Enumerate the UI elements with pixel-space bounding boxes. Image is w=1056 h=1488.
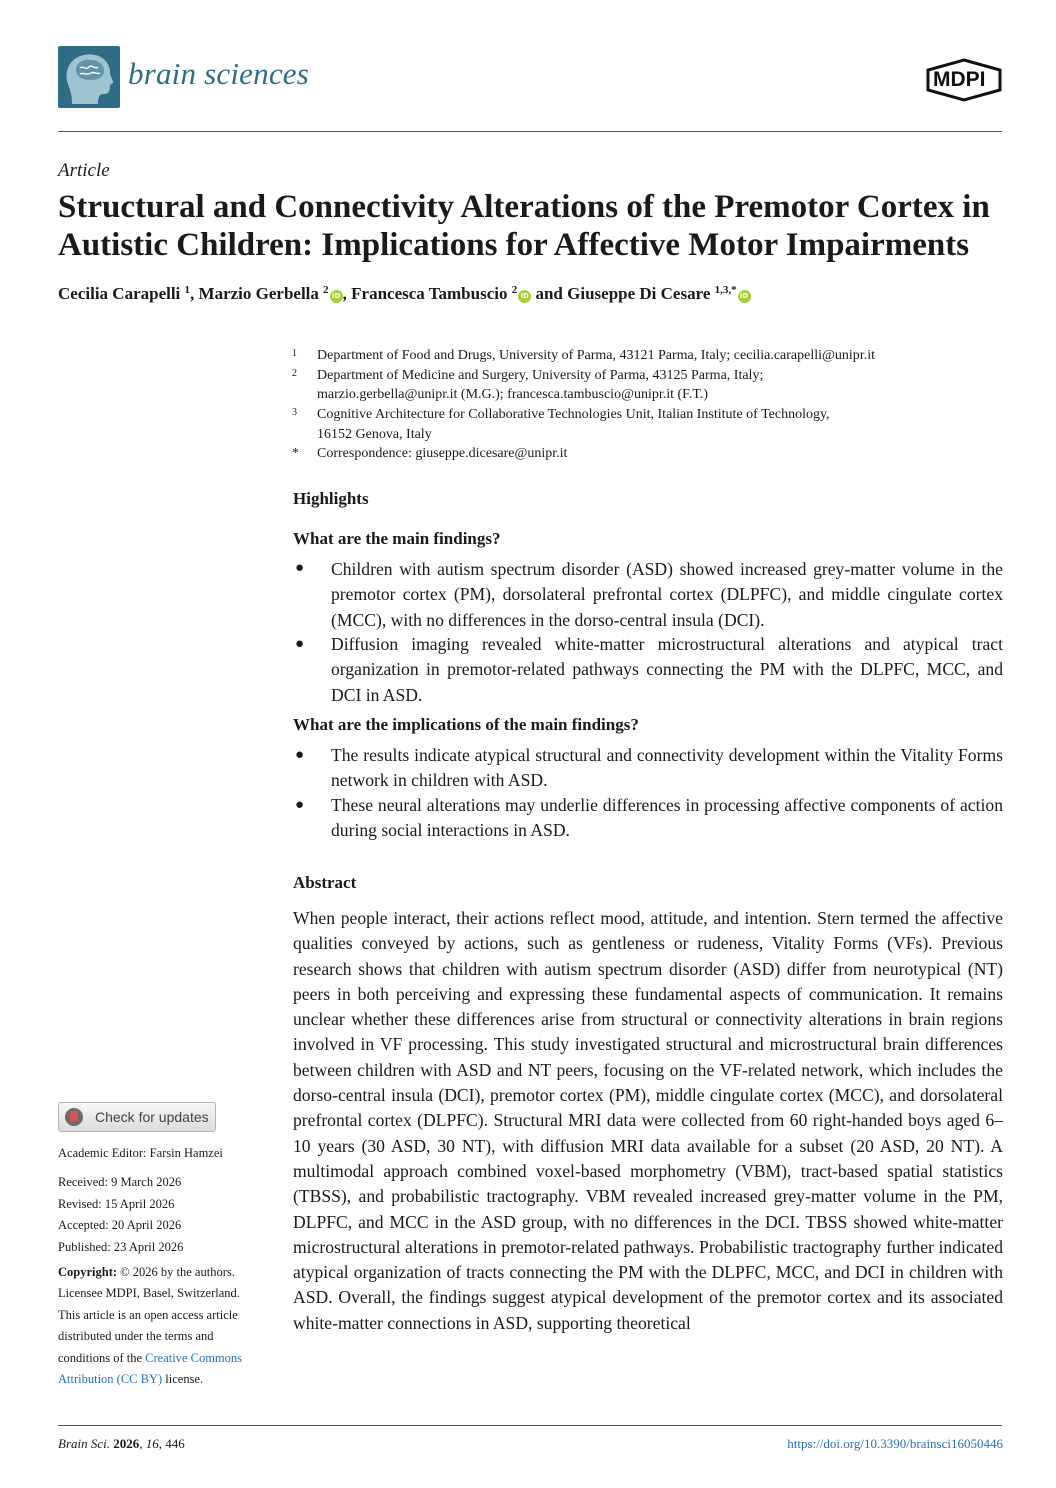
check-for-updates-button[interactable] <box>58 1102 216 1132</box>
highlight-bullet: Children with autism spectrum disorder (ASD) showed increased grey-matter volume in the premotor cortex (PM), dorsolateral prefrontal cortex (DLPFC), and middle cingulate cortex (MCC), with no differences in the dorso-central insula (DCI). <box>331 559 1003 630</box>
copyright-label: Copyright: <box>58 1265 118 1279</box>
paper-title: Structural and Connectivity Alterations of the Premotor Cortex in Autistic Children: Implications for Affective Motor Impairments <box>58 189 990 263</box>
author-affiliation-ref: 1 <box>184 284 191 296</box>
highlights-heading: Highlights <box>293 489 369 508</box>
affiliation-number: 3 <box>292 407 297 418</box>
license-link[interactable]: Creative Commons <box>145 1351 243 1365</box>
copyright-line: Licensee MDPI, Basel, Switzerland. <box>58 1286 240 1300</box>
footer-divider <box>58 1425 1002 1426</box>
orcid-icon[interactable]: iD <box>518 290 531 303</box>
check-for-updates-label: Check for updates <box>95 1109 209 1125</box>
header-divider <box>58 131 1002 132</box>
bullet-icon: ● <box>295 747 305 763</box>
highlight-bullet: The results indicate atypical structural and connectivity development within the Vitality Forms network in children with ASD. <box>331 745 1003 791</box>
author-affiliation-ref: 2 <box>323 284 329 296</box>
citation-volume: 16 <box>145 1436 159 1451</box>
journal-abbrev: Brain Sci. <box>58 1436 110 1451</box>
doi-link[interactable]: https://doi.org/10.3390/brainsci16050446 <box>787 1436 1003 1451</box>
mdpi-logo[interactable] <box>924 58 1004 102</box>
findings-question: What are the main findings? <box>293 529 501 548</box>
revised-date: Revised: 15 April 2026 <box>58 1197 175 1211</box>
citation-article-number: , 446 <box>158 1436 185 1451</box>
author-separator: , <box>342 284 352 303</box>
author-name[interactable]: Cecilia Carapelli <box>58 284 181 303</box>
author-separator: , <box>190 284 199 303</box>
affiliation-text: Department of Medicine and Surgery, University of Parma, 43125 Parma, Italy; <box>317 368 764 383</box>
orcid-icon[interactable]: iD <box>330 290 343 303</box>
abstract-body: When people interact, their actions reflect mood, attitude, and intention. Stern termed the affective qualities conveyed by actions, such as gentleness or rudeness, Vitality Forms (VFs). Previous research shows that children with autism spectrum disorder (ASD) differ from neurotypical (NT) peers in both perceiving and expressing these fundamental aspects of communication. It remains unclear whether these differences arise from structural or connectivity alterations in brain regions involved in VF processing. This study investigated structural and microstructural brain differences between children with ASD and NT peers, focusing on the VF-related network, which includes the dorso-central insula (DCI), premotor cortex (PM), middle cingulate cortex (MCC), and dorsolateral prefrontal cortex (DLPFC). Structural MRI data were collected from 60 right-handed boys aged 6–10 years (30 ASD, 30 NT), with diffusion MRI data available for a subset (20 ASD, 20 NT). A multimodal approach combined voxel-based morphometry (VBM), tract-based spatial statistics (TBSS), and probabilistic tractography. VBM revealed increased grey-matter volume in the PM, DLPFC, and MCC in the ASD group, with no differences in the DCI. TBSS showed white-matter microstructural alterations in premotor-related pathways. Probabilistic tractography further indicated atypical organization of tracts connecting the PM with the DLPFC, MCC, and DCI in children with ASD. Overall, the findings suggest atypical development of the premotor cortex and its associated white-matter connections in ASD, supporting theoretical <box>293 908 1003 1333</box>
affiliation-number: * <box>292 446 299 461</box>
bullet-icon: ● <box>295 636 305 652</box>
published-date: Published: 23 April 2026 <box>58 1240 184 1254</box>
abstract-heading: Abstract <box>293 873 357 892</box>
affiliation-text: Correspondence: giuseppe.dicesare@unipr.it <box>317 446 568 461</box>
orcid-icon[interactable]: iD <box>738 290 751 303</box>
affiliation-number: 1 <box>292 348 297 359</box>
author-list <box>58 284 751 304</box>
copyright-line: distributed under the terms and <box>58 1329 214 1343</box>
author-name[interactable]: Francesca Tambuscio <box>351 284 508 303</box>
author-name[interactable]: Giuseppe Di Cesare <box>567 284 711 303</box>
affiliation-text: 16152 Genova, Italy <box>317 427 432 442</box>
bookmark-icon <box>65 1108 83 1126</box>
bullet-icon: ● <box>295 560 305 576</box>
highlight-bullet: These neural alterations may underlie differences in processing affective components of action during social interactions in ASD. <box>331 795 1003 841</box>
affiliation-text: Department of Food and Drugs, University of Parma, 43121 Parma, Italy; cecilia.carapelli@unipr.it <box>317 348 875 363</box>
head-brain-icon <box>58 46 120 108</box>
author-affiliation-ref: 1,3,* <box>714 284 737 296</box>
copyright-line <box>58 1265 235 1280</box>
license-link[interactable]: Attribution (CC BY) <box>58 1372 163 1386</box>
copyright-text: conditions of the <box>58 1351 146 1365</box>
copyright-line <box>58 1372 203 1387</box>
highlight-bullet: Diffusion imaging revealed white-matter microstructural alterations and atypical tract organization in premotor-related pathways connecting the PM with the DLPFC, MCC, and DCI in ASD. <box>331 634 1003 705</box>
affiliation-number: 2 <box>292 368 297 379</box>
article-type: Article <box>58 160 110 181</box>
affiliation-text: Cognitive Architecture for Collaborative Technologies Unit, Italian Institute of Technology, <box>317 407 830 422</box>
bullet-icon: ● <box>295 797 305 813</box>
journal-name[interactable]: brain sciences <box>128 56 310 91</box>
journal-logo <box>58 46 120 108</box>
academic-editor: Academic Editor: Farsin Hamzei <box>58 1146 223 1160</box>
author-affiliation-ref: 2 <box>511 284 518 296</box>
citation: Brain Sci. 2026, 16, 446 <box>58 1436 185 1451</box>
copyright-text: © 2026 by the authors. <box>117 1265 235 1279</box>
implications-question: What are the implications of the main findings? <box>293 715 639 734</box>
author-separator: and <box>531 284 568 303</box>
citation-year: 2026 <box>113 1436 140 1451</box>
affiliation-text: marzio.gerbella@unipr.it (M.G.); francesca.tambuscio@unipr.it (F.T.) <box>317 387 709 402</box>
mdpi-logo-text: MDPI <box>933 68 986 91</box>
copyright-line: This article is an open access article <box>58 1308 238 1322</box>
author-name[interactable]: Marzio Gerbella <box>198 284 319 303</box>
copyright-line <box>58 1351 242 1366</box>
received-date: Received: 9 March 2026 <box>58 1175 182 1189</box>
license-suffix: license. <box>162 1372 204 1386</box>
accepted-date: Accepted: 20 April 2026 <box>58 1218 182 1232</box>
